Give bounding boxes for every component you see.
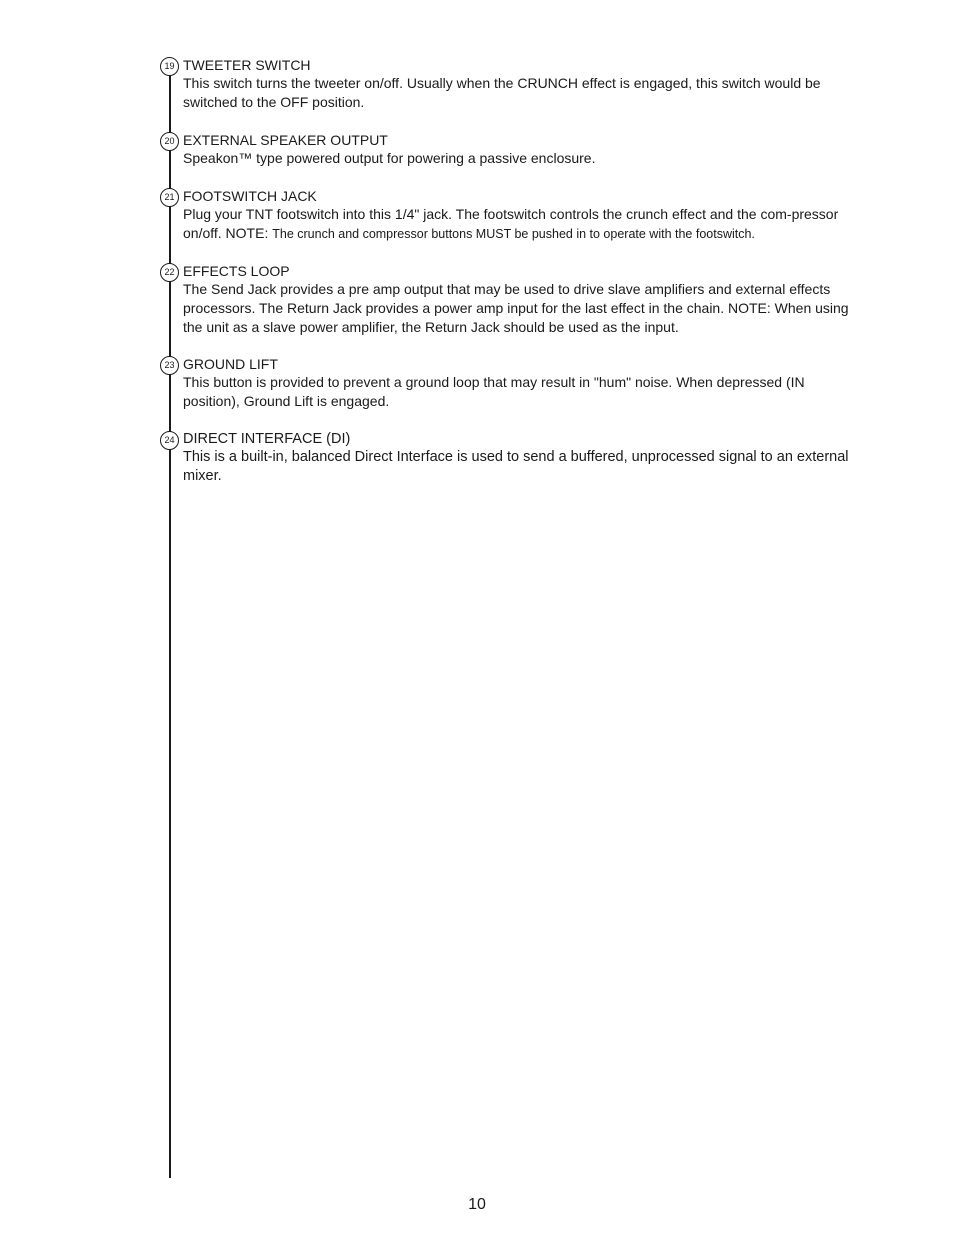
section-body: This button is provided to prevent a ground loop that may result in "hum" noise. When depressed (IN position), Ground Lift is engaged. <box>183 374 805 409</box>
section-heading: GROUND LIFT <box>183 356 278 372</box>
item-number-badge: 22 <box>160 263 179 282</box>
section-note: The crunch and compressor buttons MUST be pushed in to operate with the footswitch. <box>272 227 755 241</box>
section-body-main: Plug your TNT footswitch into this 1/4" jack. The footswitch controls the crunch effect and the com-pressor on/off. NOTE: <box>183 206 839 241</box>
section-body: Speakon™ type powered output for powering a passive enclosure. <box>183 150 596 166</box>
section-tweeter-switch <box>160 56 850 112</box>
section-direct-interface <box>160 430 850 486</box>
section-heading: DIRECT INTERFACE (DI) <box>183 431 351 447</box>
item-number-badge: 21 <box>160 188 179 207</box>
section-heading: EFFECTS LOOP <box>183 263 290 279</box>
section-footswitch-jack <box>160 187 850 244</box>
section-heading: TWEETER SWITCH <box>183 57 311 73</box>
item-number-badge: 24 <box>160 431 179 450</box>
section-heading: EXTERNAL SPEAKER OUTPUT <box>183 132 388 148</box>
section-body: This is a built-in, balanced Direct Interface is used to send a buffered, unprocessed signal to an external mixer. <box>183 449 849 484</box>
section-effects-loop <box>160 262 850 337</box>
section-body: This switch turns the tweeter on/off. Usually when the CRUNCH effect is engaged, this switch would be switched to the OFF position. <box>183 75 821 110</box>
section-external-speaker-output <box>160 131 850 168</box>
section-heading: FOOTSWITCH JACK <box>183 188 317 204</box>
section-ground-lift <box>160 355 850 411</box>
item-number-badge: 19 <box>160 57 179 76</box>
section-body <box>183 205 850 244</box>
item-number-badge: 23 <box>160 356 179 375</box>
item-number-badge: 20 <box>160 132 179 151</box>
section-body: The Send Jack provides a pre amp output that may be used to drive slave amplifiers and external effects processors. The Return Jack provides a power amp input for the last effect in the chain. NOTE: When using the unit as a slave power amplifier, the Return Jack should be used as the input. <box>183 281 849 335</box>
page-number: 10 <box>468 1196 486 1213</box>
